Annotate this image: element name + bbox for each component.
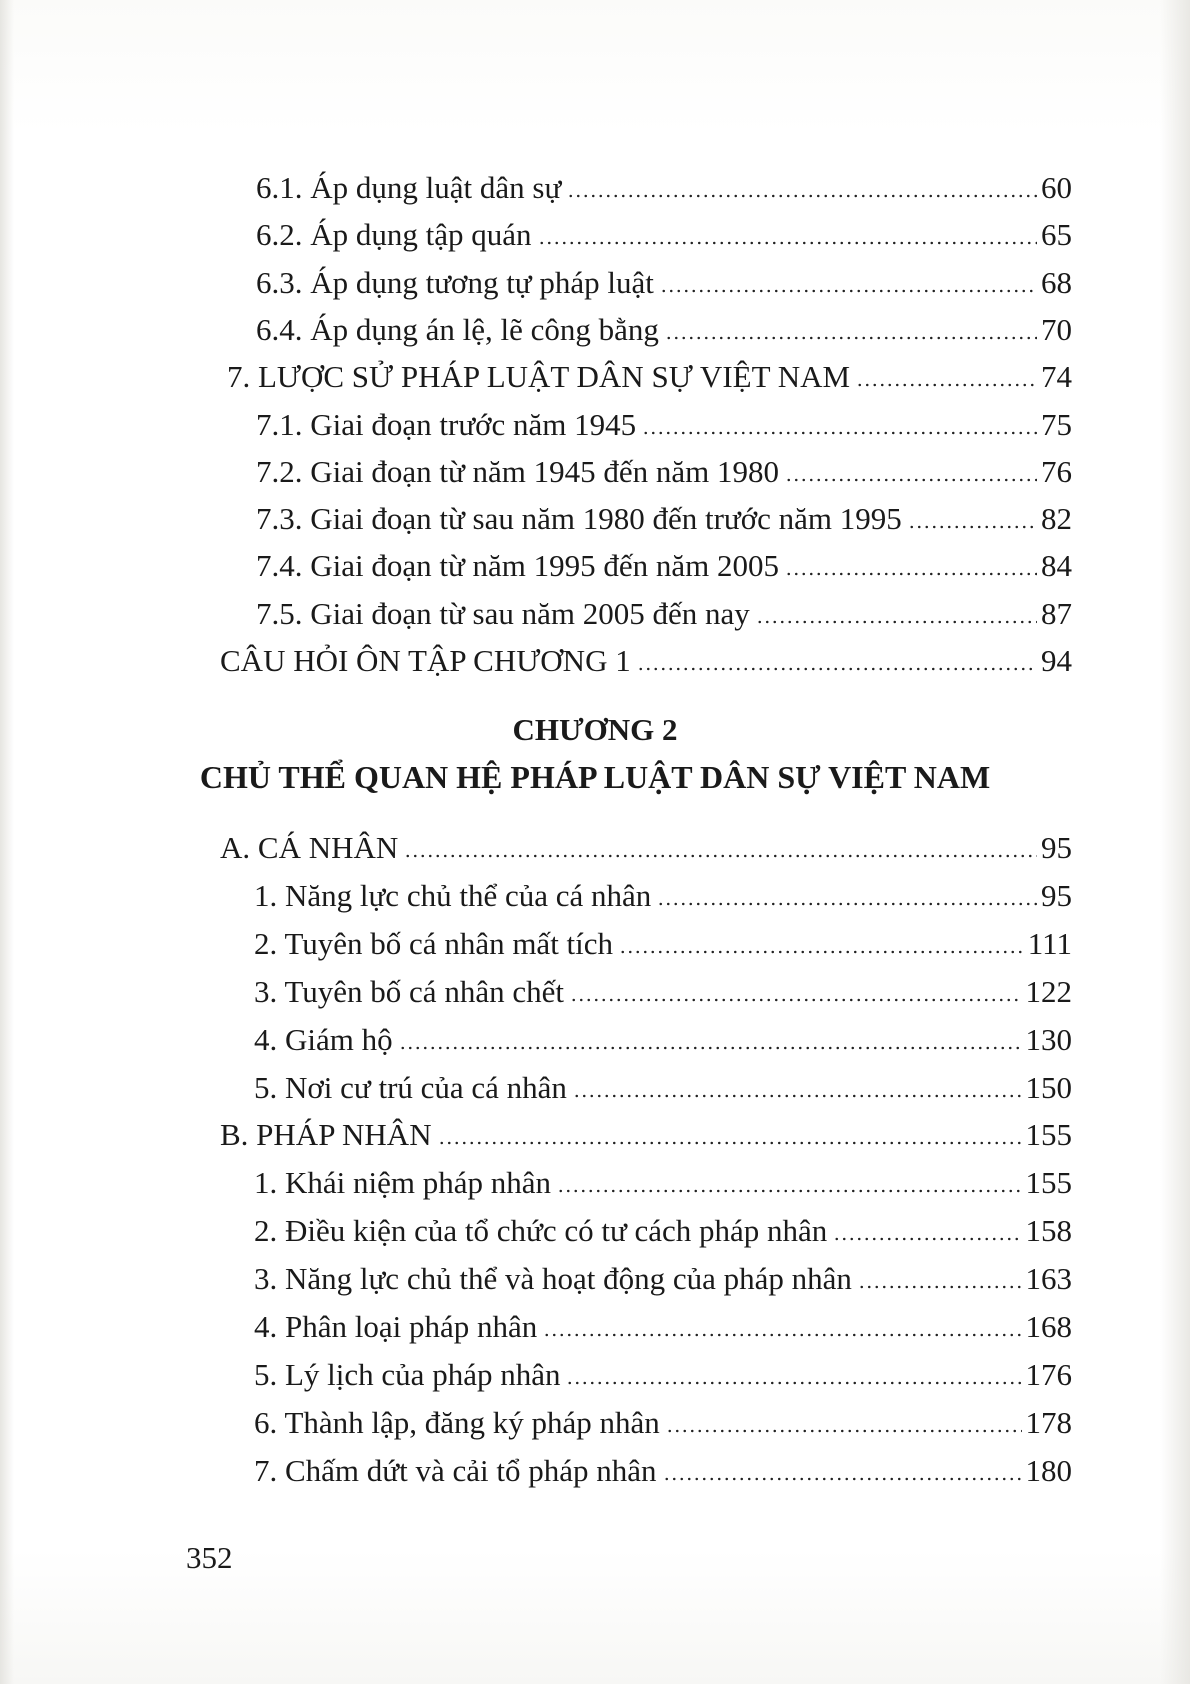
toc-entry-title: 7.5. Giai đoạn từ sau năm 2005 đến nay [256,595,750,631]
dot-leader [908,525,1037,529]
toc-entry-title: 6.2. Áp dụng tập quán [256,217,532,253]
toc-entry-page-number: 82 [1041,501,1072,537]
toc-entry-title: 7. Chấm dứt và cải tổ pháp nhân [254,1452,657,1488]
dot-leader [404,854,1037,858]
toc-entry-page-number: 111 [1027,925,1072,961]
toc-entry [220,635,1072,681]
dot-leader [663,1477,1022,1481]
toc-entry [254,1349,1072,1395]
toc-entry-title: 5. Lý lịch của pháp nhân [254,1356,561,1392]
toc-entry-page-number: 130 [1025,1021,1072,1057]
toc-entry-title: 6.1. Áp dụng luật dân sự [256,170,562,205]
dot-leader [856,383,1037,387]
toc-entry-page-number: 74 [1041,359,1072,395]
toc-entry [256,399,1072,445]
toc-entry-page-number: 75 [1041,406,1072,442]
toc-entry-page-number: 168 [1025,1309,1072,1344]
dot-leader [566,1381,1021,1385]
dot-leader [543,1333,1021,1337]
toc-entry-title: 7.4. Giai đoạn từ năm 1995 đến năm 2005 [256,548,780,584]
toc-entry-title: 3. Tuyên bố cá nhân chết [254,973,564,1009]
toc-entry-page-number: 65 [1041,217,1072,253]
toc-entry [220,1109,1072,1155]
toc-entry [254,1014,1072,1060]
toc-entry-title: 6.3. Áp dụng tương tự pháp luật [256,264,654,300]
toc-entry [254,918,1072,964]
toc-entry [256,540,1072,586]
dot-leader [858,1285,1022,1289]
toc-entry-page-number: 84 [1041,548,1072,584]
toc-entry [256,588,1072,634]
dot-leader [538,241,1037,245]
toc-entry-title: 3. Năng lực chủ thể và hoạt động của pháp nhân [254,1261,852,1297]
toc-entry-title: 7. LƯỢC SỬ PHÁP LUẬT DÂN SỰ VIỆT NAM [227,359,851,395]
dot-leader [833,1237,1021,1241]
toc-entry-title: A. CÁ NHÂN [220,830,399,865]
toc-entry [254,1445,1072,1491]
toc-entry [254,1205,1072,1251]
toc-entry-title: CÂU HỎI ÔN TẬP CHƯƠNG 1 [220,643,631,678]
toc-entry-title: 4. Giám hộ [254,1021,393,1057]
toc-entry-title: 7.3. Giai đoạn từ sau năm 1980 đến trước năm 1995 [256,501,902,537]
toc-entry-page-number: 155 [1025,1165,1072,1201]
toc-entry [256,209,1072,255]
toc-entry [256,257,1072,303]
toc-entry-page-number: 95 [1041,877,1072,913]
toc-entry [254,1062,1072,1108]
toc-entry-page-number: 122 [1025,973,1072,1009]
toc-entry-page-number: 68 [1041,264,1072,300]
chapter-number: CHƯƠNG 2 [512,712,678,747]
dot-leader [438,1141,1022,1145]
toc-entry-title: B. PHÁP NHÂN [220,1117,432,1153]
toc-entry-page-number: 163 [1025,1261,1072,1297]
toc-entry-page-number: 178 [1025,1404,1072,1440]
dot-leader [665,336,1037,340]
toc-entry-title: 7.1. Giai đoạn trước năm 1945 [256,406,637,442]
toc-entry-title: 2. Điều kiện của tổ chức có tư cách pháp nhân [254,1213,828,1249]
toc-entry [254,966,1072,1012]
page-number: 352 [186,1540,233,1575]
toc-entry-title: 1. Khái niệm pháp nhân [254,1165,552,1201]
toc-entry [227,351,1072,397]
toc-entry [256,304,1072,350]
toc-entry-title: 5. Nơi cư trú của cá nhân [254,1069,567,1105]
toc-entry-page-number: 150 [1025,1069,1072,1105]
toc-entry [254,870,1072,916]
toc-entry-page-number: 176 [1025,1356,1072,1392]
toc-entry-title: 6.4. Áp dụng án lệ, lẽ công bằng [256,311,659,347]
toc-entry [254,1157,1072,1203]
dot-leader [637,667,1037,671]
toc-entry-page-number: 180 [1025,1452,1072,1488]
toc-entry [254,1301,1072,1347]
toc-entry-page-number: 70 [1041,311,1072,347]
toc-entry [254,1397,1072,1443]
dot-leader [642,431,1037,435]
dot-leader [666,1429,1022,1433]
toc-entry [254,1253,1072,1299]
dot-leader [573,1094,1022,1098]
toc-entry-page-number: 155 [1025,1117,1072,1153]
toc-entry [256,493,1072,539]
toc-entry-title: 6. Thành lập, đăng ký pháp nhân [254,1404,660,1440]
toc-entry-page-number: 76 [1041,453,1072,489]
toc-entry-title: 7.2. Giai đoạn từ năm 1945 đến năm 1980 [256,453,780,489]
toc-entry-page-number: 94 [1041,643,1072,678]
page-edge-shadow-left [0,0,14,1684]
toc-entry-page-number: 87 [1041,595,1072,631]
toc-entry-title: 2. Tuyên bố cá nhân mất tích [254,925,614,961]
toc-entry-title: 4. Phân loại pháp nhân [254,1309,538,1344]
dot-leader [399,1046,1022,1050]
toc-entry-page-number: 158 [1025,1213,1072,1249]
chapter-title: CHỦ THỂ QUAN HỆ PHÁP LUẬT DÂN SỰ VIỆT NAM [199,759,991,795]
toc-entry [220,822,1072,868]
dot-leader [570,998,1022,1002]
toc-entry-page-number: 60 [1041,170,1072,205]
dot-leader [567,194,1037,198]
dot-leader [785,572,1037,576]
toc-entry-title: 1. Năng lực chủ thể của cá nhân [254,877,652,913]
toc-entry [256,162,1072,208]
page-edge-shadow-right [1160,0,1190,1684]
dot-leader [756,620,1037,624]
toc-entry [256,446,1072,492]
dot-leader [660,289,1037,293]
dot-leader [557,1189,1021,1193]
dot-leader [785,478,1037,482]
dot-leader [657,902,1037,906]
dot-leader [619,950,1024,954]
toc-entry-page-number: 95 [1041,830,1072,865]
